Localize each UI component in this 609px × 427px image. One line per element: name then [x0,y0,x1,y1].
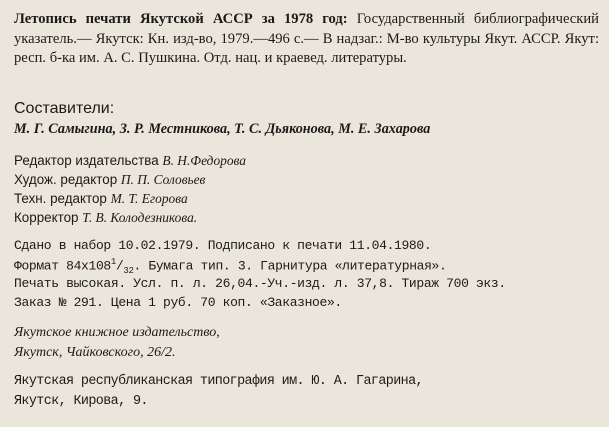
tech-line-dates: Сдано в набор 10.02.1979. Подписано к печати 11.04.1980. [14,238,432,253]
staff-name: П. П. Соловьев [120,172,206,187]
printer-name: Якутская республиканская типография им. Ю. А. Гагарина, [14,374,423,389]
publisher-name: Якутское книжное издательство, [14,325,220,340]
staff-role: Техн. редактор [14,191,107,206]
printer-address: Якутск, Кирова, 9. [14,394,148,409]
publisher-address: Якутск, Чайковского, 26/2. [14,345,176,360]
staff-role: Редактор издательства [14,153,159,168]
staff-name: М. Т. Егорова [110,191,188,206]
staff-line-editor [14,153,246,169]
book-title: Летопись печати Якутской АССР за 1978 год: [14,11,348,27]
compilers-heading: Составители: [14,100,115,117]
tech-line-format: Формат $84х108^1/_{32}$. Бумага тип. 3. Гарнитура «литературная». [14,257,447,276]
bibliographic-imprint [14,10,599,69]
staff-name: В. Н.Федорова [162,153,246,168]
tech-line-order: Заказ № 291. Цена 1 руб. 70 коп. «Заказное». [14,295,342,310]
format-denominator: 32 [123,265,134,276]
format-prefix: Формат 84х108 [14,258,111,274]
staff-role: Корректор [14,210,79,225]
staff-line-proofreader [14,210,197,226]
format-numerator: 1 [110,257,116,267]
tech-line-print: Печать высокая. Усл. п. л. 26,04.-Уч.-изд. л. 37,8. Тираж 700 экз. [14,276,506,291]
compilers-names: М. Г. Самыгина, З. Р. Местникова, Т. С. Дьяконова, М. Е. Захарова [14,121,431,137]
staff-line-tech-editor [14,191,188,207]
staff-name: Т. В. Колодезникова. [82,210,198,225]
imprint-details: Государственный библиографический указатель.— Якутск: Кн. изд-во, 1979.—496 с.— В надзаг.: М-во культуры Якут. АССР. Якут: респ. б-ка им. А. С. Пушкина. Отд. нац. и краевед. литературы. [14,11,599,67]
format-suffix: . Бумага тип. 3. Гарнитура «литературная». [133,258,447,274]
staff-role: Худож. редактор [14,172,118,187]
staff-line-art-editor [14,172,205,188]
